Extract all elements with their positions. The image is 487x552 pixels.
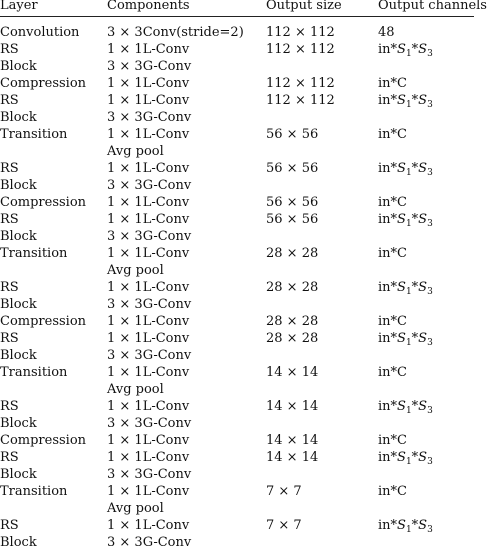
- cell-output-size: 56 × 56: [266, 161, 319, 176]
- cell-layer: Block: [0, 297, 37, 312]
- cell-layer: Compression: [0, 195, 87, 210]
- cell-components: 1 × 1L-Conv: [107, 331, 190, 346]
- cell-output-channels: $in*S_1*S_3$: [378, 280, 433, 297]
- cell-components: 3 × 3G-Conv: [107, 467, 192, 482]
- cell-components: 3 × 3G-Conv: [107, 110, 192, 125]
- table-row: [0, 41, 474, 58]
- cell-output-channels: $in*S_1*S_3$: [378, 161, 433, 178]
- table-row: [0, 143, 474, 160]
- cell-output-channels: $in*S_1*S_3$: [378, 331, 433, 348]
- cell-output-size: 112 × 112: [266, 42, 335, 57]
- cell-output-size: 14 × 14: [266, 433, 319, 448]
- cell-output-size: 7 × 7: [266, 484, 302, 499]
- cell-layer: Block: [0, 467, 37, 482]
- cell-components: Avg pool: [107, 144, 164, 159]
- cell-output-size: 14 × 14: [266, 450, 319, 465]
- cell-layer: Block: [0, 348, 37, 363]
- header-output-channels: Output channels: [378, 0, 487, 13]
- cell-output-size: 112 × 112: [266, 93, 335, 108]
- cell-output-size: 28 × 28: [266, 280, 319, 295]
- cell-output-size: 14 × 14: [266, 365, 319, 380]
- cell-output-channels: $in*S_1*S_3$: [378, 450, 433, 467]
- table-row: [0, 228, 474, 245]
- table-row: [0, 160, 474, 177]
- cell-output-size: 28 × 28: [266, 314, 319, 329]
- cell-components: 3 × 3G-Conv: [107, 229, 192, 244]
- header-components: Components: [107, 0, 190, 13]
- cell-layer: Transition: [0, 484, 68, 499]
- cell-output-channels: in*C: [378, 484, 407, 499]
- cell-components: 3 × 3G-Conv: [107, 297, 192, 312]
- table-row: [0, 517, 474, 534]
- cell-layer: RS: [0, 331, 19, 346]
- cell-layer: RS: [0, 518, 19, 533]
- cell-components: 1 × 1L-Conv: [107, 433, 190, 448]
- cell-layer: RS: [0, 450, 19, 465]
- table-row: [0, 24, 474, 41]
- cell-components: 1 × 1L-Conv: [107, 93, 190, 108]
- cell-output-channels: in*C: [378, 76, 407, 91]
- cell-output-channels: $in*S_1*S_3$: [378, 518, 433, 535]
- cell-components: 1 × 1L-Conv: [107, 450, 190, 465]
- cell-components: 1 × 1L-Conv: [107, 212, 190, 227]
- cell-layer: RS: [0, 399, 19, 414]
- table-row: [0, 347, 474, 364]
- header-output-size: Output size: [266, 0, 342, 13]
- cell-layer: Block: [0, 535, 37, 550]
- cell-output-size: 14 × 14: [266, 399, 319, 414]
- cell-components: 1 × 1L-Conv: [107, 246, 190, 261]
- cell-output-channels: $in*S_1*S_3$: [378, 399, 433, 416]
- table-row: [0, 364, 474, 381]
- cell-components: 1 × 1L-Conv: [107, 484, 190, 499]
- cell-components: 1 × 1L-Conv: [107, 280, 190, 295]
- cell-output-channels: 48: [378, 25, 395, 40]
- cell-output-channels: in*C: [378, 314, 407, 329]
- cell-layer: RS: [0, 42, 19, 57]
- table-row: [0, 296, 474, 313]
- cell-components: 1 × 1L-Conv: [107, 161, 190, 176]
- header-layer: Layer: [0, 0, 38, 13]
- cell-components: 1 × 1L-Conv: [107, 195, 190, 210]
- cell-components: 1 × 1L-Conv: [107, 127, 190, 142]
- table-row: [0, 466, 474, 483]
- cell-layer: Transition: [0, 127, 68, 142]
- cell-layer: RS: [0, 212, 19, 227]
- cell-components: 1 × 1L-Conv: [107, 314, 190, 329]
- cell-output-size: 112 × 112: [266, 76, 335, 91]
- cell-layer: Block: [0, 59, 37, 74]
- cell-layer: Block: [0, 229, 37, 244]
- cell-layer: Compression: [0, 433, 87, 448]
- table-row: [0, 177, 474, 194]
- cell-output-size: 28 × 28: [266, 331, 319, 346]
- cell-components: 1 × 1L-Conv: [107, 42, 190, 57]
- cell-output-size: 56 × 56: [266, 127, 319, 142]
- cell-components: 3 × 3G-Conv: [107, 178, 192, 193]
- cell-layer: Compression: [0, 314, 87, 329]
- header-rule: [0, 16, 474, 17]
- table-row: [0, 92, 474, 109]
- table-row: [0, 313, 474, 330]
- cell-components: Avg pool: [107, 263, 164, 278]
- cell-components: Avg pool: [107, 382, 164, 397]
- cell-output-channels: in*C: [378, 195, 407, 210]
- cell-components: 1 × 1L-Conv: [107, 76, 190, 91]
- cell-output-size: 56 × 56: [266, 195, 319, 210]
- table-row: [0, 449, 474, 466]
- cell-output-channels: in*C: [378, 433, 407, 448]
- cell-components: 3 × 3G-Conv: [107, 535, 192, 550]
- table-row: [0, 381, 474, 398]
- cell-output-size: 28 × 28: [266, 246, 319, 261]
- cell-components: 1 × 1L-Conv: [107, 365, 190, 380]
- cell-layer: Block: [0, 416, 37, 431]
- cell-layer: RS: [0, 161, 19, 176]
- cell-components: 3 × 3G-Conv: [107, 59, 192, 74]
- table-row: [0, 109, 474, 126]
- cell-layer: Transition: [0, 365, 68, 380]
- table-row: [0, 58, 474, 75]
- cell-components: 3 × 3G-Conv: [107, 416, 192, 431]
- cell-output-channels: in*C: [378, 365, 407, 380]
- table-row: [0, 211, 474, 228]
- table-row: [0, 75, 474, 92]
- cell-layer: RS: [0, 280, 19, 295]
- table-row: [0, 245, 474, 262]
- cell-output-channels: $in*S_1*S_3$: [378, 93, 433, 110]
- cell-layer: Block: [0, 110, 37, 125]
- table-row: [0, 415, 474, 432]
- cell-output-size: 56 × 56: [266, 212, 319, 227]
- cell-output-channels: in*C: [378, 127, 407, 142]
- cell-layer: Transition: [0, 246, 68, 261]
- table-row: [0, 194, 474, 211]
- cell-output-size: 7 × 7: [266, 518, 302, 533]
- cell-components: 1 × 1L-Conv: [107, 518, 190, 533]
- cell-components: 3 × 3Conv(stride=2): [107, 25, 244, 40]
- table-row: [0, 500, 474, 517]
- table-row: [0, 262, 474, 279]
- cell-layer: RS: [0, 93, 19, 108]
- cell-output-channels: $in*S_1*S_3$: [378, 42, 433, 59]
- cell-components: 1 × 1L-Conv: [107, 399, 190, 414]
- cell-output-size: 112 × 112: [266, 25, 335, 40]
- table-row: [0, 398, 474, 415]
- table-row: [0, 126, 474, 143]
- table-row: [0, 330, 474, 347]
- cell-output-channels: $in*S_1*S_3$: [378, 212, 433, 229]
- cell-layer: Block: [0, 178, 37, 193]
- cell-components: 3 × 3G-Conv: [107, 348, 192, 363]
- cell-layer: Compression: [0, 76, 87, 91]
- table-row: [0, 432, 474, 449]
- cell-components: Avg pool: [107, 501, 164, 516]
- table-row: [0, 534, 474, 551]
- cell-output-channels: in*C: [378, 246, 407, 261]
- table-row: [0, 483, 474, 500]
- cell-layer: Convolution: [0, 25, 80, 40]
- table-header: [0, 0, 487, 14]
- table-row: [0, 279, 474, 296]
